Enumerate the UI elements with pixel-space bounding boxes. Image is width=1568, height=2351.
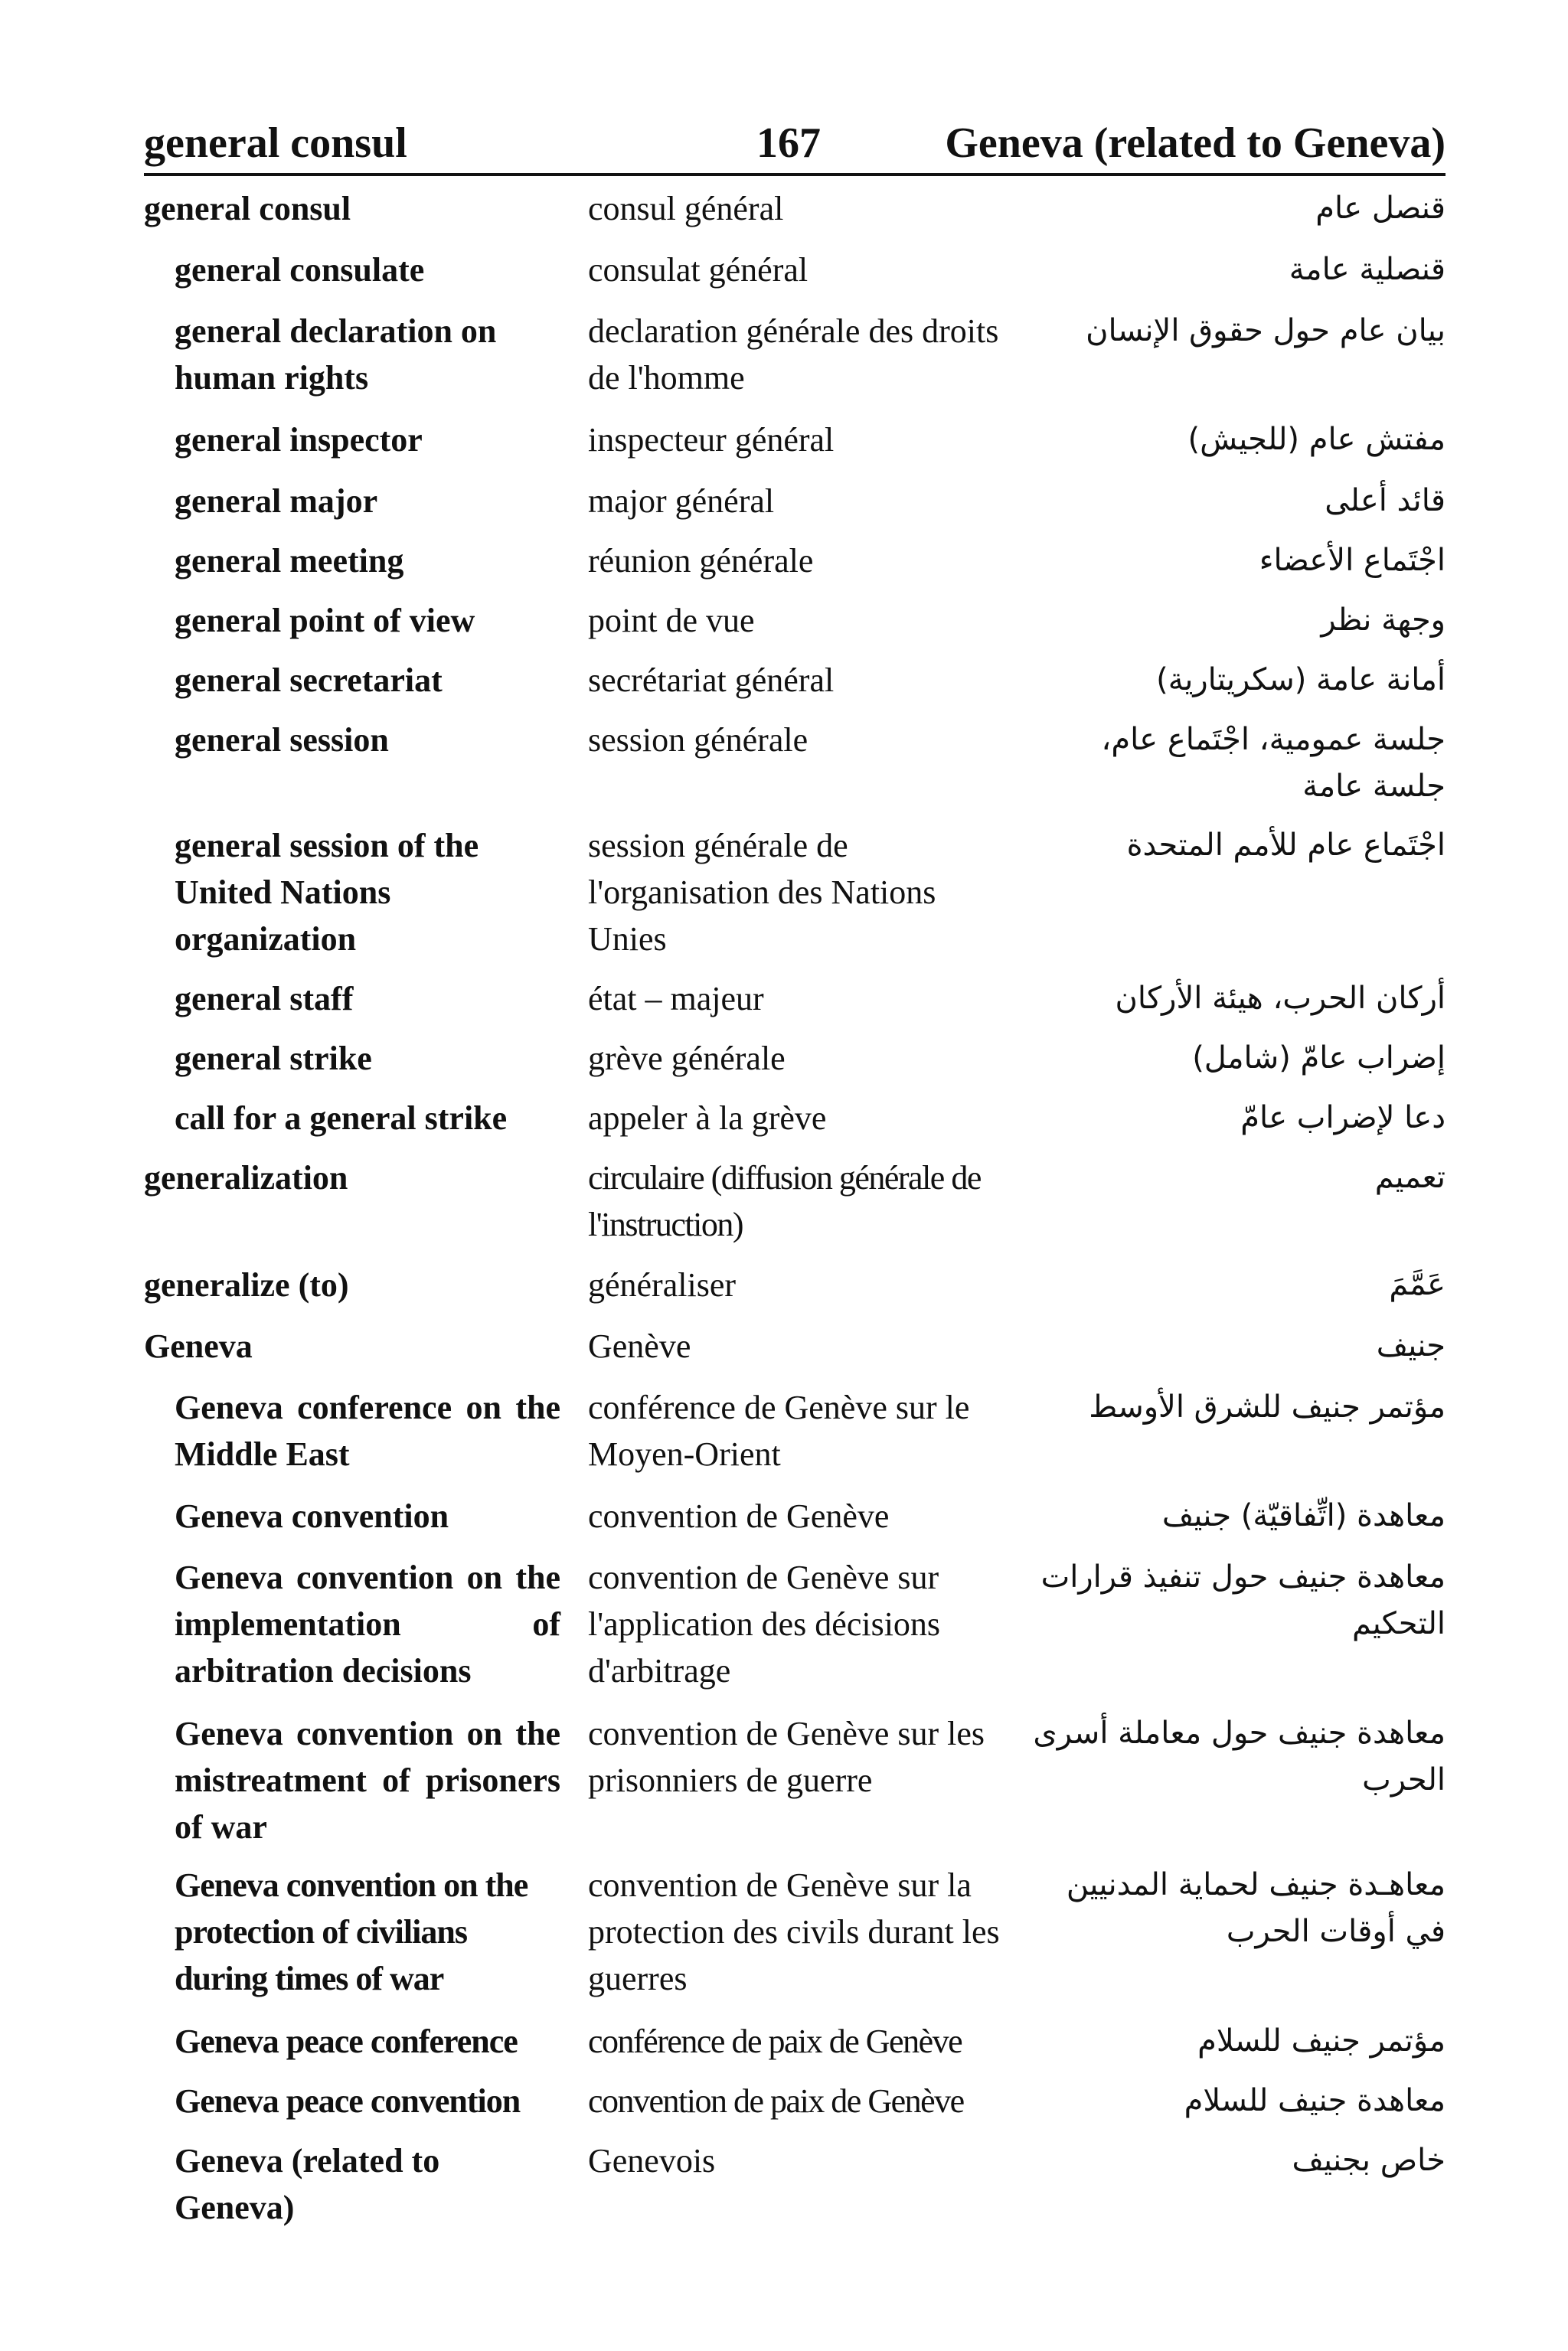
entry-french: session générale de l'organisation des Nations Unies	[588, 827, 936, 958]
entry-english: Geneva convention on the implementation of arbitration decisions	[175, 1559, 560, 1690]
entry-english: general point of view	[175, 602, 475, 639]
entry-english: Geneva convention on the mistreatment of prisoners of war	[175, 1715, 560, 1846]
entry-arabic: اجْتَماع الأعضاء	[1259, 543, 1446, 578]
entry-english: general declaration on human rights	[175, 312, 497, 397]
entry-english: general inspector	[175, 421, 423, 459]
entry-arabic: عَمَّمَ	[1389, 1267, 1446, 1302]
entry-arabic: مؤتمر جنيف للشرق الأوسط	[1089, 1389, 1446, 1425]
entry-arabic: وجهة نظر	[1321, 602, 1446, 638]
entry-arabic: قنصل عام	[1315, 191, 1446, 226]
entry-french: declaration générale des droits de l'homme	[588, 312, 999, 397]
entry-french: session générale	[588, 721, 808, 759]
entry-arabic: خاص بجنيف	[1292, 2143, 1446, 2178]
entry-french: grève générale	[588, 1040, 786, 1077]
entry-french: convention de Genève sur les prisonniers de guerre	[588, 1715, 985, 1799]
entry-arabic: معاهدة (اتِّفاقيّة) جنيف	[1161, 1498, 1446, 1533]
entry-french: réunion générale	[588, 542, 814, 580]
entry-french: inspecteur général	[588, 421, 835, 459]
entry-english: general strike	[175, 1040, 372, 1077]
entry-french: conférence de paix de Genève	[588, 2023, 962, 2060]
entry-french: état – majeur	[588, 980, 764, 1017]
entry-arabic: قنصلية عامة	[1289, 252, 1446, 287]
entry-french: convention de paix de Genève	[588, 2082, 964, 2120]
entry-french: consulat général	[588, 251, 808, 289]
entry-english: general session of the United Nations organization	[175, 827, 479, 958]
entry-english: general staff	[175, 980, 354, 1017]
entry-english: Geneva convention	[175, 1497, 449, 1535]
header-last-entry: Geneva (related to Geneva)	[945, 119, 1446, 167]
entry-arabic: معاهـدة جنيف لحماية المدنيين في أوقات الحرب	[1066, 1867, 1446, 1949]
entry-arabic: معاهدة جنيف حول تنفيذ قرارات التحكيم	[1040, 1559, 1446, 1641]
entry-french: circulaire (diffusion générale de l'instruction)	[588, 1159, 981, 1243]
entry-english: Geneva convention on the protection of civilians during times of war	[175, 1866, 528, 1997]
entry-english: Geneva	[144, 1327, 253, 1365]
entry-french: point de vue	[588, 602, 755, 639]
entry-arabic: أمانة عامة (سكريتارية)	[1156, 662, 1446, 697]
entry-english: general meeting	[175, 542, 404, 580]
entry-arabic: اجْتَماع عام للأمم المتحدة	[1126, 828, 1446, 863]
entry-arabic: دعا لإضراب عامّ	[1240, 1100, 1446, 1135]
entry-english: general consulate	[175, 251, 425, 289]
entry-arabic: أركان الحرب، هيئة الأركان	[1115, 981, 1446, 1016]
entry-french: Genève	[588, 1327, 691, 1365]
entry-french: convention de Genève sur la protection des civils durant les guerres	[588, 1866, 1000, 1997]
entry-french: convention de Genève	[588, 1497, 890, 1535]
entry-french: convention de Genève sur l'application des décisions d'arbitrage	[588, 1559, 941, 1690]
entry-french: conférence de Genève sur le Moyen-Orient	[588, 1389, 970, 1473]
entry-french: Genevois	[588, 2142, 716, 2180]
entry-french: généraliser	[588, 1266, 736, 1304]
entry-arabic: معاهدة جنيف للسلام	[1184, 2083, 1446, 2118]
entry-english: Geneva peace conference	[175, 2023, 518, 2060]
entry-english: general secretariat	[175, 661, 443, 699]
entry-arabic: بيان عام حول حقوق الإنسان	[1086, 313, 1446, 348]
page-header	[144, 116, 1446, 176]
entry-english: Geneva conference on the Middle East	[175, 1389, 560, 1473]
entry-arabic: إضراب عامّ (شامل)	[1192, 1040, 1446, 1076]
entry-english: call for a general strike	[175, 1099, 508, 1137]
entry-arabic: جنيف	[1376, 1328, 1446, 1363]
entry-english: general major	[175, 482, 378, 520]
entry-arabic: تعميم	[1374, 1160, 1446, 1195]
entry-arabic: جلسة عمومية، اجْتَماع عام، جلسة عامة	[1101, 722, 1446, 804]
header-first-entry: general consul	[144, 119, 407, 167]
entry-arabic: معاهدة جنيف حول معاملة أسرى الحرب	[1033, 1716, 1446, 1798]
entry-english: generalization	[144, 1159, 348, 1197]
entry-french: appeler à la grève	[588, 1099, 827, 1137]
page-number: 167	[756, 119, 821, 167]
entry-french: secrétariat général	[588, 661, 835, 699]
entry-english: general session	[175, 721, 389, 759]
entry-english: general consul	[144, 190, 351, 227]
entry-arabic: مفتش عام (للجيش)	[1187, 422, 1446, 457]
entry-french: consul général	[588, 190, 784, 227]
entry-french: major général	[588, 482, 775, 520]
entry-english: Geneva (related to Geneva)	[175, 2142, 440, 2226]
entry-english: Geneva peace convention	[175, 2082, 521, 2120]
entry-arabic: قائد أعلى	[1325, 483, 1446, 518]
entry-english: generalize (to)	[144, 1266, 349, 1304]
entry-arabic: مؤتمر جنيف للسلام	[1197, 2023, 1446, 2059]
